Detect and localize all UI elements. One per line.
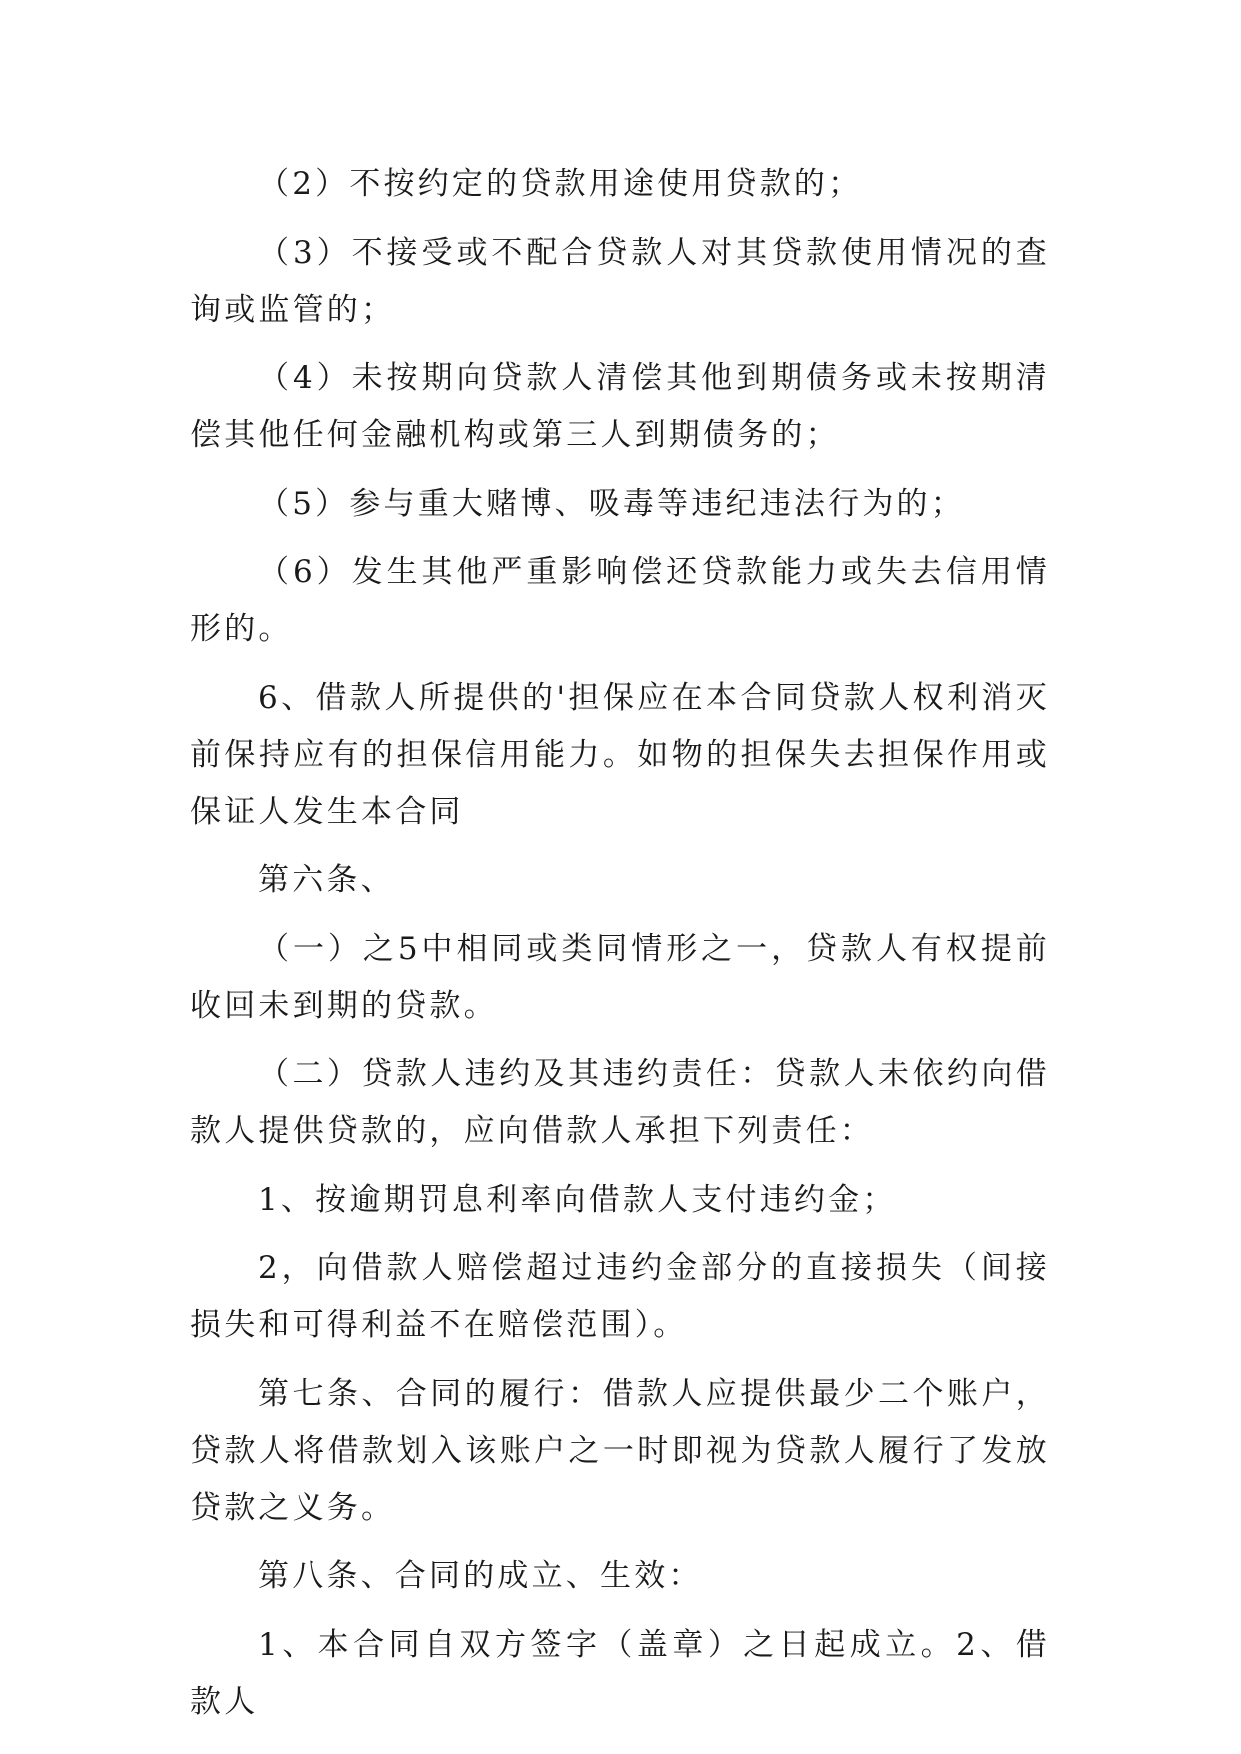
clause-4-other-debts: （4）未按期向贷款人清偿其他到期债务或未按期清偿其他任何金融机构或第三人到期债务的； [190,360,1050,453]
article-6-section-2: （二）贷款人违约及其违约责任：贷款人未依约向借款人提供贷款的，应向借款人承担下列责任： [190,1056,1050,1149]
clause-5-illegal-acts: （5）参与重大赌博、吸毒等违纪违法行为的； [258,485,965,522]
article-8-item-1: 1、本合同自双方签字（盖章）之日起成立。2、借款人 [190,1626,1050,1720]
clause-2-misuse: （2）不按约定的贷款用途使用贷款的； [258,166,863,202]
article-7-performance: 第七条、合同的履行：借款人应提供最少二个账户，贷款人将借款划入该账户之一时即视为贷款人履行了发放贷款之义务。 [190,1375,1050,1526]
item-6-guarantee: 6、借款人所提供的'担保应在本合同贷款人权利消灭前保持应有的担保信用能力。如物的担保失去担保作用或保证人发生本合同 [190,679,1050,830]
liability-item-2: 2，向借款人赔偿超过违约金部分的直接损失（间接损失和可得利益不在赔偿范围）。 [190,1250,1050,1343]
liability-item-1: 1、按逾期罚息利率向借款人支付违约金； [258,1181,897,1218]
clause-3-refuse-inspection: （3）不接受或不配合贷款人对其贷款使用情况的查询或监管的； [190,234,1050,328]
article-6-heading: 第六条、 [258,862,395,898]
clause-6-credit-loss: （6）发生其他严重影响偿还贷款能力或失去信用情形的。 [190,554,1050,647]
document-body [190,156,1050,1742]
article-6-section-1: （一）之5中相同或类同情形之一，贷款人有权提前收回未到期的贷款。 [190,930,1050,1024]
article-8-heading: 第八条、合同的成立、生效： [258,1558,703,1594]
